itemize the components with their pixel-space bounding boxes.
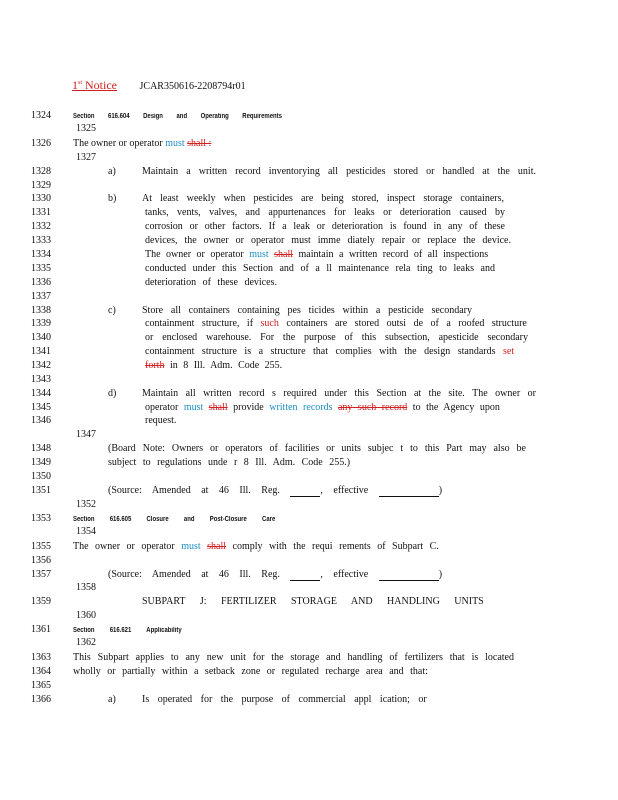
line-number: 1338: [31, 305, 51, 316]
source-note: (Source: Amended at 46 Ill. Reg. , effective ): [108, 485, 443, 496]
line-number: 1325: [76, 123, 96, 134]
line-number: 1333: [31, 235, 51, 246]
line-number: 1328: [31, 166, 51, 177]
source-note: (Source: Amended at 46 Ill. Reg. , effective ): [108, 569, 443, 580]
line-number: 1332: [31, 221, 51, 232]
line-number: 1347: [76, 429, 96, 440]
paragraph-line: wholly or partially within a setback zone or regulated recharge area and that:: [73, 666, 428, 677]
subpart-title: SUBPART J: FERTILIZER STORAGE AND HANDLING UNITS: [142, 596, 484, 607]
notice-label: 1st Notice: [72, 78, 118, 92]
line-number: 1352: [76, 499, 96, 510]
item-label: a): [108, 166, 116, 177]
paragraph-line: tanks, vents, valves, and appurtenances for leaks or deterioration caused by: [145, 207, 505, 218]
paragraph-line: Maintain a written record inventorying all pesticides stored or handled at the unit.: [142, 166, 536, 177]
paragraph-line: operator must shall provide written records any such record to the Agency upon: [145, 402, 500, 413]
line-number: 1366: [31, 694, 51, 705]
line-number: 1343: [31, 374, 51, 385]
line-number: 1334: [31, 249, 51, 260]
blank-field: [290, 580, 320, 581]
paragraph-line: or enclosed warehouse. For the purpose of this subsection, apesticide secondary: [145, 332, 528, 343]
line-number: 1340: [31, 332, 51, 343]
item-label: d): [108, 388, 117, 399]
line-number: 1331: [31, 207, 51, 218]
line-number: 1354: [76, 526, 96, 537]
section-heading: Section 616.604 Design and Operating Requirements: [73, 113, 282, 120]
item-label: c): [108, 305, 116, 316]
line-number: 1348: [31, 443, 51, 454]
line-number: 1335: [31, 263, 51, 274]
paragraph-line: Is operated for the purpose of commercial appl ication; or: [142, 694, 427, 705]
paragraph-line: devices, the owner or operator must imme diately repair or replace the device.: [145, 235, 511, 246]
deleted-text: any such record: [337, 402, 408, 413]
line-number: 1350: [31, 471, 51, 482]
line-number: 1364: [31, 666, 51, 677]
line-number: 1351: [31, 485, 51, 496]
line-number: 1358: [76, 582, 96, 593]
item-label: a): [108, 694, 116, 705]
line-number: 1360: [76, 610, 96, 621]
board-note: subject to regulations unde r 8 Ill. Adm. Code 255.): [108, 457, 351, 468]
document-id: JCAR350616-2208794r01: [139, 81, 246, 92]
blank-field: [379, 580, 439, 581]
deleted-text: shall :: [187, 138, 212, 149]
inserted-text: must: [165, 138, 185, 149]
line-number: 1365: [31, 680, 51, 691]
line-number: 1362: [76, 637, 96, 648]
paragraph-line: At least weekly when pesticides are being stored, inspect storage containers,: [142, 193, 504, 204]
paragraph-line: conducted under this Section and of a ll maintenance rela ting to leaks and: [145, 263, 495, 274]
line-number: 1355: [31, 541, 51, 552]
blank-field: [290, 496, 320, 497]
deleted-text: shall: [207, 541, 227, 552]
line-number: 1345: [31, 402, 51, 413]
line-number: 1356: [31, 555, 51, 566]
line-number: 1346: [31, 415, 51, 426]
inserted-text: must: [181, 541, 201, 552]
section-heading: Section 616.605 Closure and Post-Closure Care: [73, 516, 276, 523]
paragraph-line: request.: [145, 415, 177, 426]
inserted-text: must: [183, 402, 204, 413]
line-number: 1357: [31, 569, 51, 580]
inserted-text: set: [502, 346, 515, 357]
paragraph-line: The owner or operator must shall maintain a written record of all inspections: [145, 249, 489, 260]
board-note: (Board Note: Owners or operators of facilities or units subjec t to this Part may also be: [108, 443, 526, 454]
inserted-text: such: [260, 318, 279, 329]
inserted-text: written records: [269, 402, 333, 413]
paragraph-line: corrosion or other factors. If a leak or deterioration is found in any of these: [145, 221, 505, 232]
section-heading: Section 616.621 Applicability: [73, 627, 182, 634]
paragraph-line: forth in 8 Ill. Adm. Code 255.: [145, 360, 283, 371]
line-number: 1361: [31, 624, 51, 635]
line-number: 1359: [31, 596, 51, 607]
line-number: 1329: [31, 180, 51, 191]
line-number: 1327: [76, 152, 96, 163]
line-number: 1337: [31, 291, 51, 302]
deleted-text: forth: [145, 360, 165, 371]
paragraph-line: containment structure is a structure that complies with the design standards set: [145, 346, 515, 357]
paragraph-line: Store all containers containing pes ticides within a pesticide secondary: [142, 305, 472, 316]
blank-field: [379, 496, 439, 497]
paragraph-line: The owner or operator must shall comply with the requi rements of Subpart C.: [73, 541, 439, 552]
line-number: 1336: [31, 277, 51, 288]
line-number: 1344: [31, 388, 51, 399]
deleted-text: shall: [208, 402, 228, 413]
line-number: 1349: [31, 457, 51, 468]
line-number: 1324: [31, 110, 51, 121]
paragraph-line: deterioration of these devices.: [145, 277, 277, 288]
paragraph-line: Maintain all written record s required under this Section at the site. The owner or: [142, 388, 536, 399]
line-number: 1353: [31, 513, 51, 524]
paragraph-line: containment structure, if such containers are stored outsi de of a roofed structure: [145, 318, 527, 329]
line-number: 1341: [31, 346, 51, 357]
line-number: 1326: [31, 138, 51, 149]
paragraph-line: This Subpart applies to any new unit for the storage and handling of fertilizers that is located: [73, 652, 514, 663]
deleted-text: shall: [274, 249, 294, 260]
line-number: 1342: [31, 360, 51, 371]
item-label: b): [108, 193, 117, 204]
line-number: 1339: [31, 318, 51, 329]
line-number: 1330: [31, 193, 51, 204]
line-number: 1363: [31, 652, 51, 663]
document-header: [72, 78, 246, 93]
inserted-text: must: [249, 249, 269, 260]
paragraph-line: The owner or operator must shall :: [73, 138, 212, 149]
